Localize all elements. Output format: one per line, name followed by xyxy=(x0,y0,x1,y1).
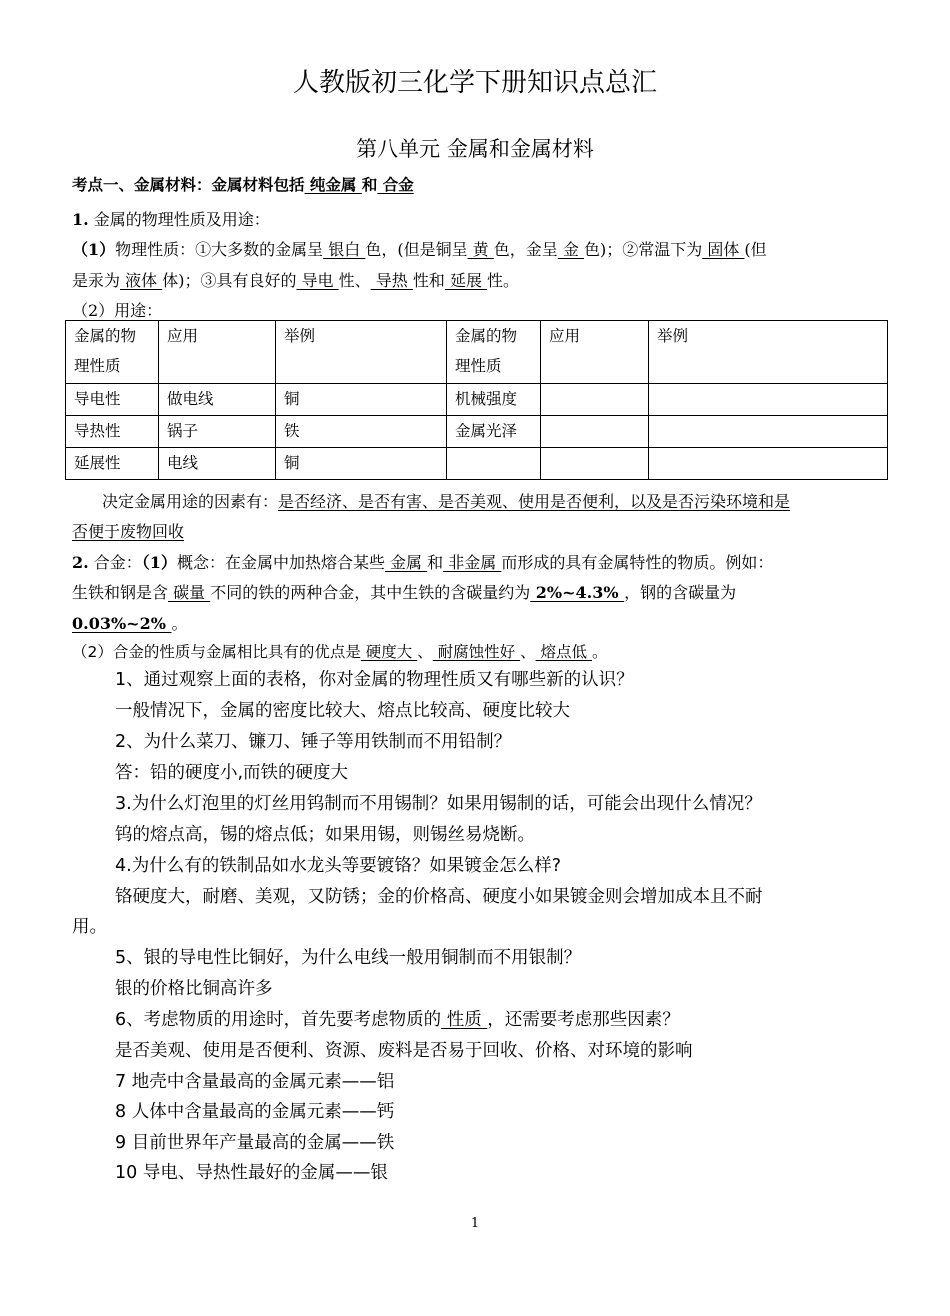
blank-gold: 金 xyxy=(557,240,584,259)
item-number: （1） xyxy=(72,240,116,259)
text-seg: 不同的铁的两种合金，其中生铁的含碳量约为 xyxy=(210,583,531,602)
document-title: 人教版初三化学下册知识点总汇 xyxy=(292,68,657,98)
fact-8: 8 人体中含量最高的金属元素——钙 xyxy=(115,1102,395,1122)
text-seg: （2）合金的性质与金属相比具有的优点是 xyxy=(72,643,361,661)
text-seg: 色)；②常温下为 xyxy=(583,240,703,259)
blank-pure-metal: 纯金属 xyxy=(304,176,362,194)
table-header-row xyxy=(66,321,888,384)
table-cell: 金属光泽 xyxy=(447,416,541,448)
question-4: 4.为什么有的铁制品如水龙头等要镀铬？如果镀金怎么样? xyxy=(115,856,561,876)
question-3: 3.为什么灯泡里的灯丝用钨制而不用锡制？如果用锡制的话，可能会出现什么情况？ xyxy=(115,794,762,814)
blank-yellow: 黄 xyxy=(467,240,494,259)
table-row xyxy=(66,384,888,416)
table-cell: 锅子 xyxy=(159,416,276,448)
blank-ductile: 延展 xyxy=(444,271,488,290)
blank-thermal: 导热 xyxy=(370,271,413,290)
answer-4-line-1: 铬硬度大，耐磨、美观，又防锈；金的价格高、硬度小如果镀金则会增加成本且不耐 xyxy=(115,887,763,907)
blank-hardness: 硬度大 xyxy=(360,643,418,661)
text-seg: 物理性质：①大多数的金属呈 xyxy=(115,240,324,259)
blank-nonmetal: 非金属 xyxy=(443,553,502,572)
blank-solid: 固体 xyxy=(702,240,745,259)
question-1: 1、通过观察上面的表格，你对金属的物理性质又有哪些新的认识？ xyxy=(115,670,634,690)
table-header: 应用 xyxy=(541,321,649,384)
point-one-text: 考点一、金属材料：金属材料包括 xyxy=(72,176,305,194)
table-header: 金属的物理性质 xyxy=(447,321,541,384)
text-seg: 和 xyxy=(427,553,444,572)
alloy-advantages-line xyxy=(72,640,608,662)
unit-title: 第八单元 金属和金属材料 xyxy=(356,137,594,161)
answer-1: 一般情况下，金属的密度比较大、熔点比较高、硬度比较大 xyxy=(115,701,570,721)
connector-text: 和 xyxy=(361,176,378,194)
table-cell: 铁 xyxy=(276,416,447,448)
blank-alloy: 合金 xyxy=(377,176,414,194)
table-cell xyxy=(649,416,888,448)
table-cell xyxy=(447,448,541,480)
table-cell: 铜 xyxy=(276,384,447,416)
alloy-line-2 xyxy=(72,580,736,603)
text-seg: 合金： xyxy=(88,553,142,572)
fact-9: 9 目前世界年产量最高的金属——铁 xyxy=(115,1133,395,1153)
blank-corrosion: 耐腐蚀性好 xyxy=(432,643,521,661)
text-seg: (但 xyxy=(744,240,767,259)
table-header: 金属的物理性质 xyxy=(66,321,159,384)
text-seg: 体)；③具有良好的 xyxy=(162,271,297,290)
fact-10: 10 导电、导热性最好的金属——银 xyxy=(115,1163,388,1183)
text-seg: 性、 xyxy=(338,271,371,290)
table-cell xyxy=(541,416,649,448)
metal-uses-table xyxy=(65,320,888,480)
item-number: （1） xyxy=(141,553,177,572)
uses-heading: （2）用途： xyxy=(72,301,163,320)
factors-line-1 xyxy=(102,489,790,512)
alloy-line-1 xyxy=(72,550,773,573)
section-title: 金属的物理性质及用途： xyxy=(88,210,270,229)
table-row xyxy=(66,448,888,480)
factors-answer: 是否经济、是否有害、是否美观、使用是否便利，以及是否污染环境和是 xyxy=(278,492,791,511)
factors-line-2 xyxy=(72,519,184,542)
table-row xyxy=(66,416,888,448)
text-seg: 概念：在金属中加热熔合某些 xyxy=(176,553,385,572)
answer-5: 银的价格比铜高许多 xyxy=(115,979,273,999)
text-seg: 。 xyxy=(171,614,188,633)
table-header: 应用 xyxy=(159,321,276,384)
point-one-line xyxy=(72,173,414,195)
table-header: 举例 xyxy=(276,321,447,384)
section-number: 2. xyxy=(72,553,89,572)
text-seg: 。 xyxy=(591,643,608,661)
answer-4-line-2: 用。 xyxy=(72,917,107,937)
text-seg: ，钢的含碳量为 xyxy=(624,583,737,602)
blank-steel-carbon: 0.03%~2% xyxy=(72,614,172,633)
physical-properties-line-2 xyxy=(72,268,519,291)
blank-melting: 熔点低 xyxy=(535,643,592,661)
text-seg: 而形成的具有金属特性的物质。例如： xyxy=(501,553,774,572)
table-cell: 机械强度 xyxy=(447,384,541,416)
alloy-line-3 xyxy=(72,611,188,634)
text-seg: 性和 xyxy=(412,271,445,290)
blank-silver-white: 银白 xyxy=(323,240,366,259)
section-1-heading xyxy=(72,207,270,230)
question-2: 2、为什么菜刀、镰刀、锤子等用铁制而不用铅制？ xyxy=(115,732,512,752)
blank-liquid: 液体 xyxy=(120,271,163,290)
blank-conductive: 导电 xyxy=(296,271,339,290)
blank-metal: 金属 xyxy=(384,553,428,572)
answer-3: 钨的熔点高，锡的熔点低；如果用锡，则锡丝易烧断。 xyxy=(115,825,535,845)
text-seg: 性。 xyxy=(487,271,520,290)
table-header: 举例 xyxy=(649,321,888,384)
table-cell xyxy=(541,448,649,480)
table-cell: 延展性 xyxy=(66,448,159,480)
text-seg: 、 xyxy=(417,643,433,661)
blank-property: 性质 xyxy=(441,1010,488,1030)
table-cell xyxy=(649,448,888,480)
text-seg: 生铁和钢是含 xyxy=(72,583,169,602)
text-seg: 、 xyxy=(520,643,536,661)
answer-6: 是否美观、使用是否便利、资源、废料是否易于回收、价格、对环境的影响 xyxy=(115,1041,693,1061)
table-cell: 导热性 xyxy=(66,416,159,448)
table-cell: 电线 xyxy=(159,448,276,480)
section-number: 1. xyxy=(72,210,89,229)
factors-answer-cont: 否便于废物回收 xyxy=(72,522,185,541)
table-cell: 导电性 xyxy=(66,384,159,416)
blank-pig-iron-carbon: 2%~4.3% xyxy=(530,583,625,602)
table-cell: 做电线 xyxy=(159,384,276,416)
text-seg: 是汞为 xyxy=(72,271,121,290)
table-cell xyxy=(649,384,888,416)
text-seg: 决定金属用途的因素有： xyxy=(102,492,279,511)
question-6 xyxy=(115,1006,680,1031)
fact-7: 7 地壳中含量最高的金属元素——铝 xyxy=(115,1072,395,1092)
blank-carbon: 碳量 xyxy=(168,583,211,602)
answer-2: 答：铅的硬度小,而铁的硬度大 xyxy=(115,763,349,783)
page-number: 1 xyxy=(470,1216,480,1231)
text-seg: 色，(但是铜呈 xyxy=(365,240,468,259)
text-seg: 6、考虑物质的用途时，首先要考虑物质的 xyxy=(115,1010,442,1030)
physical-properties-line-1 xyxy=(72,237,767,260)
text-seg: 色，金呈 xyxy=(493,240,558,259)
table-cell xyxy=(541,384,649,416)
table-cell: 铜 xyxy=(276,448,447,480)
question-5: 5、银的导电性比铜好，为什么电线一般用铜制而不用银制？ xyxy=(115,948,582,968)
text-seg: ，还需要考虑那些因素？ xyxy=(487,1010,680,1030)
